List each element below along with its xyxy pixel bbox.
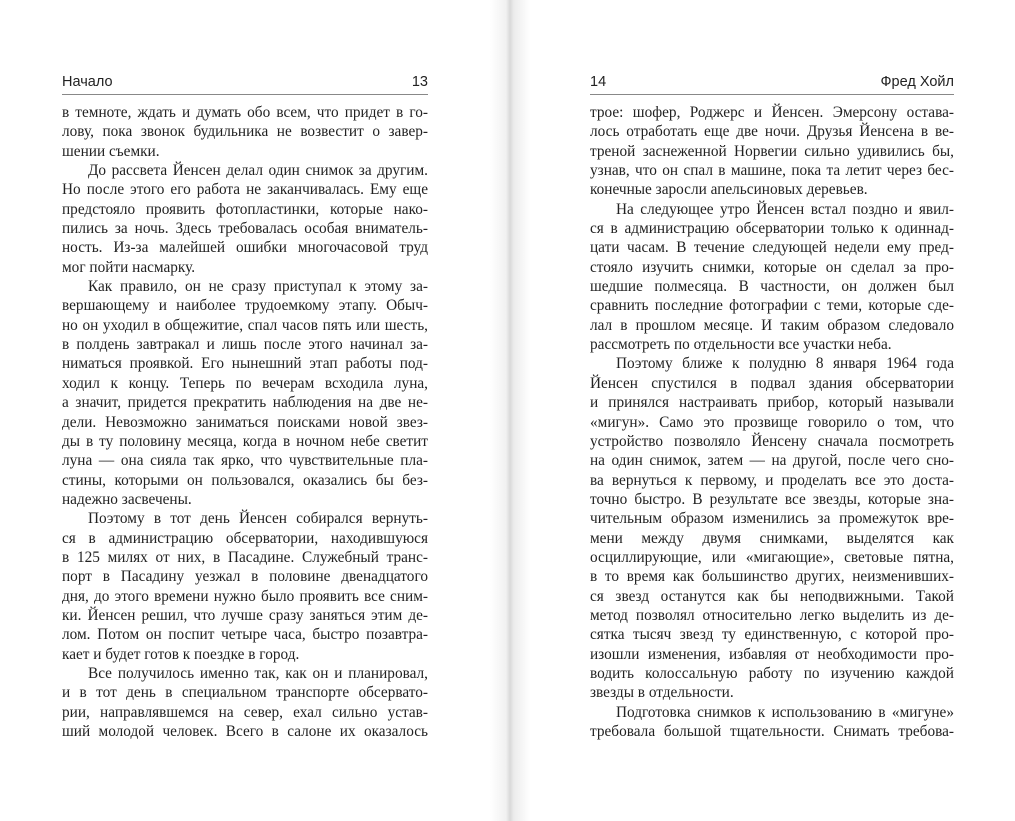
left-page	[62, 0, 428, 821]
header-rule	[590, 94, 954, 95]
text-line: изошли изменения, избавляя от необходимости про-	[590, 645, 954, 663]
text-line: лось отработать еще две ночи. Друзья Йенсена в ве-	[590, 123, 954, 141]
page-number: 13	[411, 74, 428, 90]
text-line: треной заснеженной Норвегии сильно удивились бы,	[590, 142, 954, 160]
text-line: ва вернуться к первому, и проделать все это доста-	[590, 471, 954, 489]
text-line: мог пойти насмарку.	[62, 258, 196, 276]
text-line: Йенсен спустился в подвал здания обсерватории	[590, 374, 954, 392]
text-line: в темноте, ждать и думать обо всем, что придет в го-	[62, 104, 428, 121]
chapter-title: Начало	[62, 74, 113, 90]
text-line: ся звезд останутся как бы неподвижными. Такой	[590, 587, 954, 605]
text-line: но он уходил в общежитие, спал часов пять или шесть,	[62, 316, 428, 334]
text-line: требовала большой тщательности. Снимать требова-	[590, 723, 954, 740]
page-text	[62, 103, 428, 741]
text-line: шении съемки.	[62, 142, 160, 160]
text-line: стины, которыми он пользовался, оказались бы без-	[62, 471, 428, 489]
text-line: Но после этого его работа не заканчивалась. Ему еще	[62, 181, 428, 199]
running-header	[62, 74, 428, 94]
text-line: а значит, придется прекратить наблюдения на две не-	[62, 394, 428, 412]
text-line: луна — она сияла так ярко, что чувствительные пла-	[62, 452, 428, 470]
text-line: рии, направлявшемся на север, ехал сильно устав-	[62, 703, 428, 721]
text-line: Поэтому ближе к полудню 8 января 1964 года	[616, 355, 954, 373]
text-line: Подготовка снимков к использованию в «мигуне»	[616, 703, 954, 721]
text-line: в 125 милях от них, в Пасадине. Служебный транс-	[62, 548, 428, 566]
text-line: и в тот день в специальном транспорте обсервато-	[62, 684, 428, 702]
text-line: ность. Из-за малейшей ошибки многочасовой труд	[62, 239, 428, 257]
text-line: Поэтому в тот день Йенсен собирался вернуть-	[88, 510, 428, 528]
text-line: порт в Пасадину уезжал в половине двенадцатого	[62, 568, 428, 586]
header-rule	[62, 94, 428, 95]
text-line: лом. Потом он поспит четыре часа, быстро позавтра-	[62, 626, 428, 644]
text-line: шедшие полмесяца. В частности, он должен был	[590, 278, 954, 296]
text-line: До рассвета Йенсен делал один снимок за другим.	[88, 162, 428, 180]
text-line: ся в администрацию обсерватории, находившуюся	[62, 529, 428, 547]
text-line: ходил к концу. Теперь по вечерам всходила луна,	[62, 374, 428, 392]
text-line: На следующее утро Йенсен встал поздно и явил-	[616, 200, 954, 218]
text-line: лову, пока звонок будильника не возвестит о завер-	[62, 123, 428, 141]
author-name: Фред Хойл	[880, 74, 954, 90]
text-line: мени между двумя снимками, выделятся как	[590, 529, 954, 547]
text-line: цати часам. В течение следующей недели ему пред-	[590, 239, 954, 257]
text-line: «мигун». Само это прозвище говорило о том, что	[590, 413, 954, 431]
text-line: конечные заросли апельсиновых деревьев.	[590, 181, 868, 199]
text-line: ший молодой человек. Всего в салоне их оказалось	[62, 723, 428, 740]
running-header	[590, 74, 954, 94]
text-line: метод позволял относительно легко выделить из де-	[590, 606, 954, 624]
text-line: в то время как большинство других, неизменивших-	[590, 568, 954, 586]
text-line: стояло изучить снимки, которые он сделал за про-	[590, 258, 954, 276]
text-line: Все получилось именно так, как он и планировал,	[88, 664, 428, 682]
text-line: надежно засвечены.	[62, 490, 192, 508]
page-number: 14	[590, 74, 607, 90]
text-line: трое: шофер, Роджерс и Йенсен. Эмерсону остава-	[590, 104, 954, 121]
text-line: пились за ночь. Здесь требовалась особая вниматель-	[62, 220, 428, 238]
text-line: чительным образом изменились за промежуток вре-	[590, 510, 954, 528]
text-line: Как правило, он не сразу приступал к этому за-	[88, 278, 428, 296]
text-line: звезды в отдельности.	[590, 684, 734, 702]
text-line: и принялся настраивать прибор, который называли	[590, 394, 954, 412]
text-line: ки. Йенсен решил, что лучше сразу заняться этим де-	[62, 606, 428, 624]
text-line: ниматься проявкой. Его нынешний этап работы под-	[62, 355, 428, 373]
text-line: узнав, что он спал в машине, пока та летит через бес-	[590, 162, 954, 180]
page-text	[590, 103, 954, 741]
text-line: предстояло проявить фотопластинки, которые нако-	[62, 200, 428, 218]
text-line: на один снимок, затем — на другой, после чего сно-	[590, 452, 954, 470]
text-line: в полдень завтракал и лишь после этого начинал за-	[62, 336, 428, 354]
text-line: рассмотреть по отдельности все участки неба.	[590, 336, 892, 354]
right-page	[590, 0, 954, 821]
text-line: дели. Невозможно заниматься поисками новой звез-	[62, 413, 428, 431]
text-line: лал в прошлом месяце. И таким образом следовало	[590, 316, 954, 334]
text-line: устройство позволяло Йенсену сначала посмотреть	[590, 432, 954, 450]
text-line: сравнить последние фотографии с теми, которые сде-	[590, 297, 954, 315]
text-line: дня, до этого времени нужно было проявить все сним-	[62, 587, 428, 605]
text-line: вершающему и наиболее трудоемкому этапу. Обыч-	[62, 297, 428, 315]
text-line: ся в администрацию обсерватории только к одиннад-	[590, 220, 954, 238]
text-line: сятка тысяч звезд ту единственную, с которой про-	[590, 626, 954, 644]
book-spine	[490, 0, 530, 821]
text-line: кает и будет готов к поездке в город.	[62, 645, 300, 663]
text-line: водить колоссальную работу по изучению каждой	[590, 664, 954, 682]
text-line: ды в ту половину месяца, когда в ночном небе светит	[62, 432, 428, 450]
text-line: точно быстро. В результате все звезды, которые зна-	[590, 490, 954, 508]
text-line: осциллирующие, или «мигающие», световые пятна,	[590, 548, 954, 566]
